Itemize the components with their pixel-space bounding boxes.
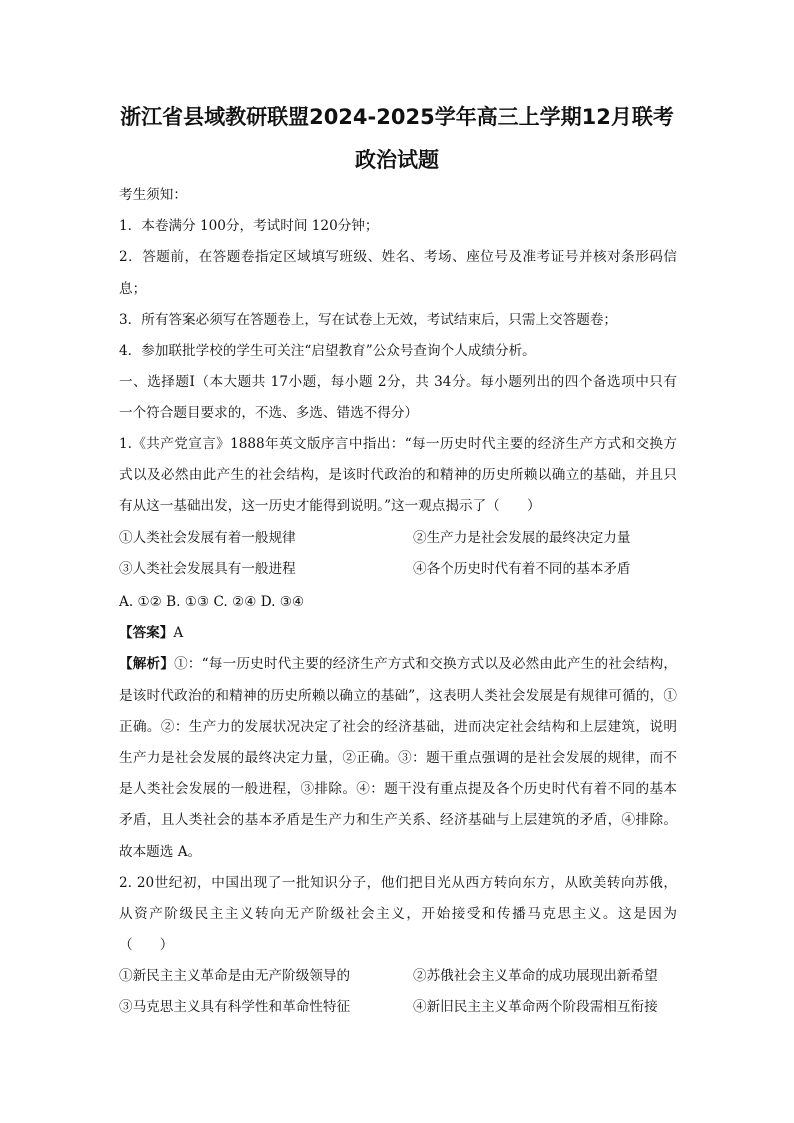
document-subtitle: 政治试题	[355, 148, 439, 172]
notice-item-1: 1．本卷满分 100分，考试时间 120分钟；	[119, 218, 379, 234]
q2-option-1: ①新民主主义革命是由无产阶级领导的	[119, 968, 351, 984]
q2-stem-line-1: 2. 20世纪初，中国出现了一批知识分子，他们把目光从西方转向东方，从欧美转向苏俄，	[119, 875, 677, 891]
q1-analysis-line-5: 是人类社会发展的一般进程，③排除。④：题干没有重点提及各个历史时代有着不同的基本	[119, 781, 677, 797]
q1-option-3: ③人类社会发展具有一般进程	[119, 561, 296, 577]
analysis-label: 【解析】	[119, 656, 175, 672]
q2-stem-line-2: 从资产阶级民主主义转向无产阶级社会主义，开始接受和传播马克思主义。这是因为	[119, 906, 677, 922]
q1-option-4: ④各个历史时代有着不同的基本矛盾	[413, 561, 631, 577]
notice-item-4: 4．参加联批学校的学生可关注“启望教育”公众号查询个人成绩分析。	[119, 343, 536, 359]
q1-analysis-line-7: 故本题选 A。	[119, 844, 202, 860]
q1-stem-line-3: 有从这一基础出发，这一历史才能得到说明。”这一观点揭示了（ ）	[119, 498, 541, 514]
answer-value: A	[173, 625, 184, 641]
q1-analysis-line-2: 是该时代政治的和精神的历史所赖以确立的基础”，这表明人类社会发展是有规律可循的，①	[119, 688, 677, 704]
q2-stem-line-3: （ ）	[119, 937, 174, 953]
q2-option-4: ④新旧民主主义革命两个阶段需相互衔接	[413, 999, 658, 1015]
notice-item-2-cont: 息；	[119, 281, 147, 297]
analysis-text: ①：“每一历史时代主要的经济生产方式和交换方式以及必然由此产生的社会结构，	[174, 656, 677, 672]
q1-analysis-line-3: 正确。②：生产力的发展状况决定了社会的经济基础，进而决定社会结构和上层建筑，说明	[119, 719, 677, 735]
notice-item-3: 3．所有答案必须写在答题卷上，写在试卷上无效，考试结束后，只需上交答题卷；	[119, 312, 618, 328]
q1-stem-line-1: 1.《共产党宣言》1888年英文版序言中指出：“每一历史时代主要的经济生产方式和交换方	[119, 436, 677, 452]
q1-choices: A. ①② B. ①③ C. ②④ D. ③④	[119, 594, 305, 610]
q2-option-2: ②苏俄社会主义革命的成功展现出新希望	[413, 968, 658, 984]
q1-option-1: ①人类社会发展有着一般规律	[119, 530, 296, 546]
q1-analysis-line-1	[119, 654, 677, 674]
q1-answer	[119, 623, 183, 643]
section-heading-cont: 一个符合题目要求的，不选、多选、错选不得分）	[119, 405, 419, 421]
q1-analysis-line-6: 矛盾，且人类社会的基本矛盾是生产力和生产关系、经济基础与上层建筑的矛盾，④排除。	[119, 812, 677, 828]
section-heading: 一、选择题Ⅰ（本大题共 17小题，每小题 2分，共 34分。每小题列出的四个备选项中只有	[119, 374, 677, 390]
q2-option-3: ③马克思主义具有科学性和革命性特征	[119, 999, 351, 1015]
answer-label: 【答案】	[119, 625, 174, 641]
notice-item-2: 2．答题前，在答题卷指定区域填写班级、姓名、考场、座位号及准考证号并核对条形码信	[119, 249, 677, 265]
q1-analysis-line-4: 生产力是社会发展的最终决定力量，②正确。③：题干重点强调的是社会发展的规律，而不	[119, 750, 677, 766]
document-title: 浙江省县域教研联盟2024-2025学年高三上学期12月联考	[120, 105, 674, 129]
q1-option-2: ②生产力是社会发展的最终决定力量	[413, 530, 631, 546]
q1-stem-line-2: 式以及必然由此产生的社会结构，是该时代政治的和精神的历史所赖以确立的基础，并且只	[119, 467, 677, 483]
notice-heading: 考生须知：	[119, 187, 187, 203]
